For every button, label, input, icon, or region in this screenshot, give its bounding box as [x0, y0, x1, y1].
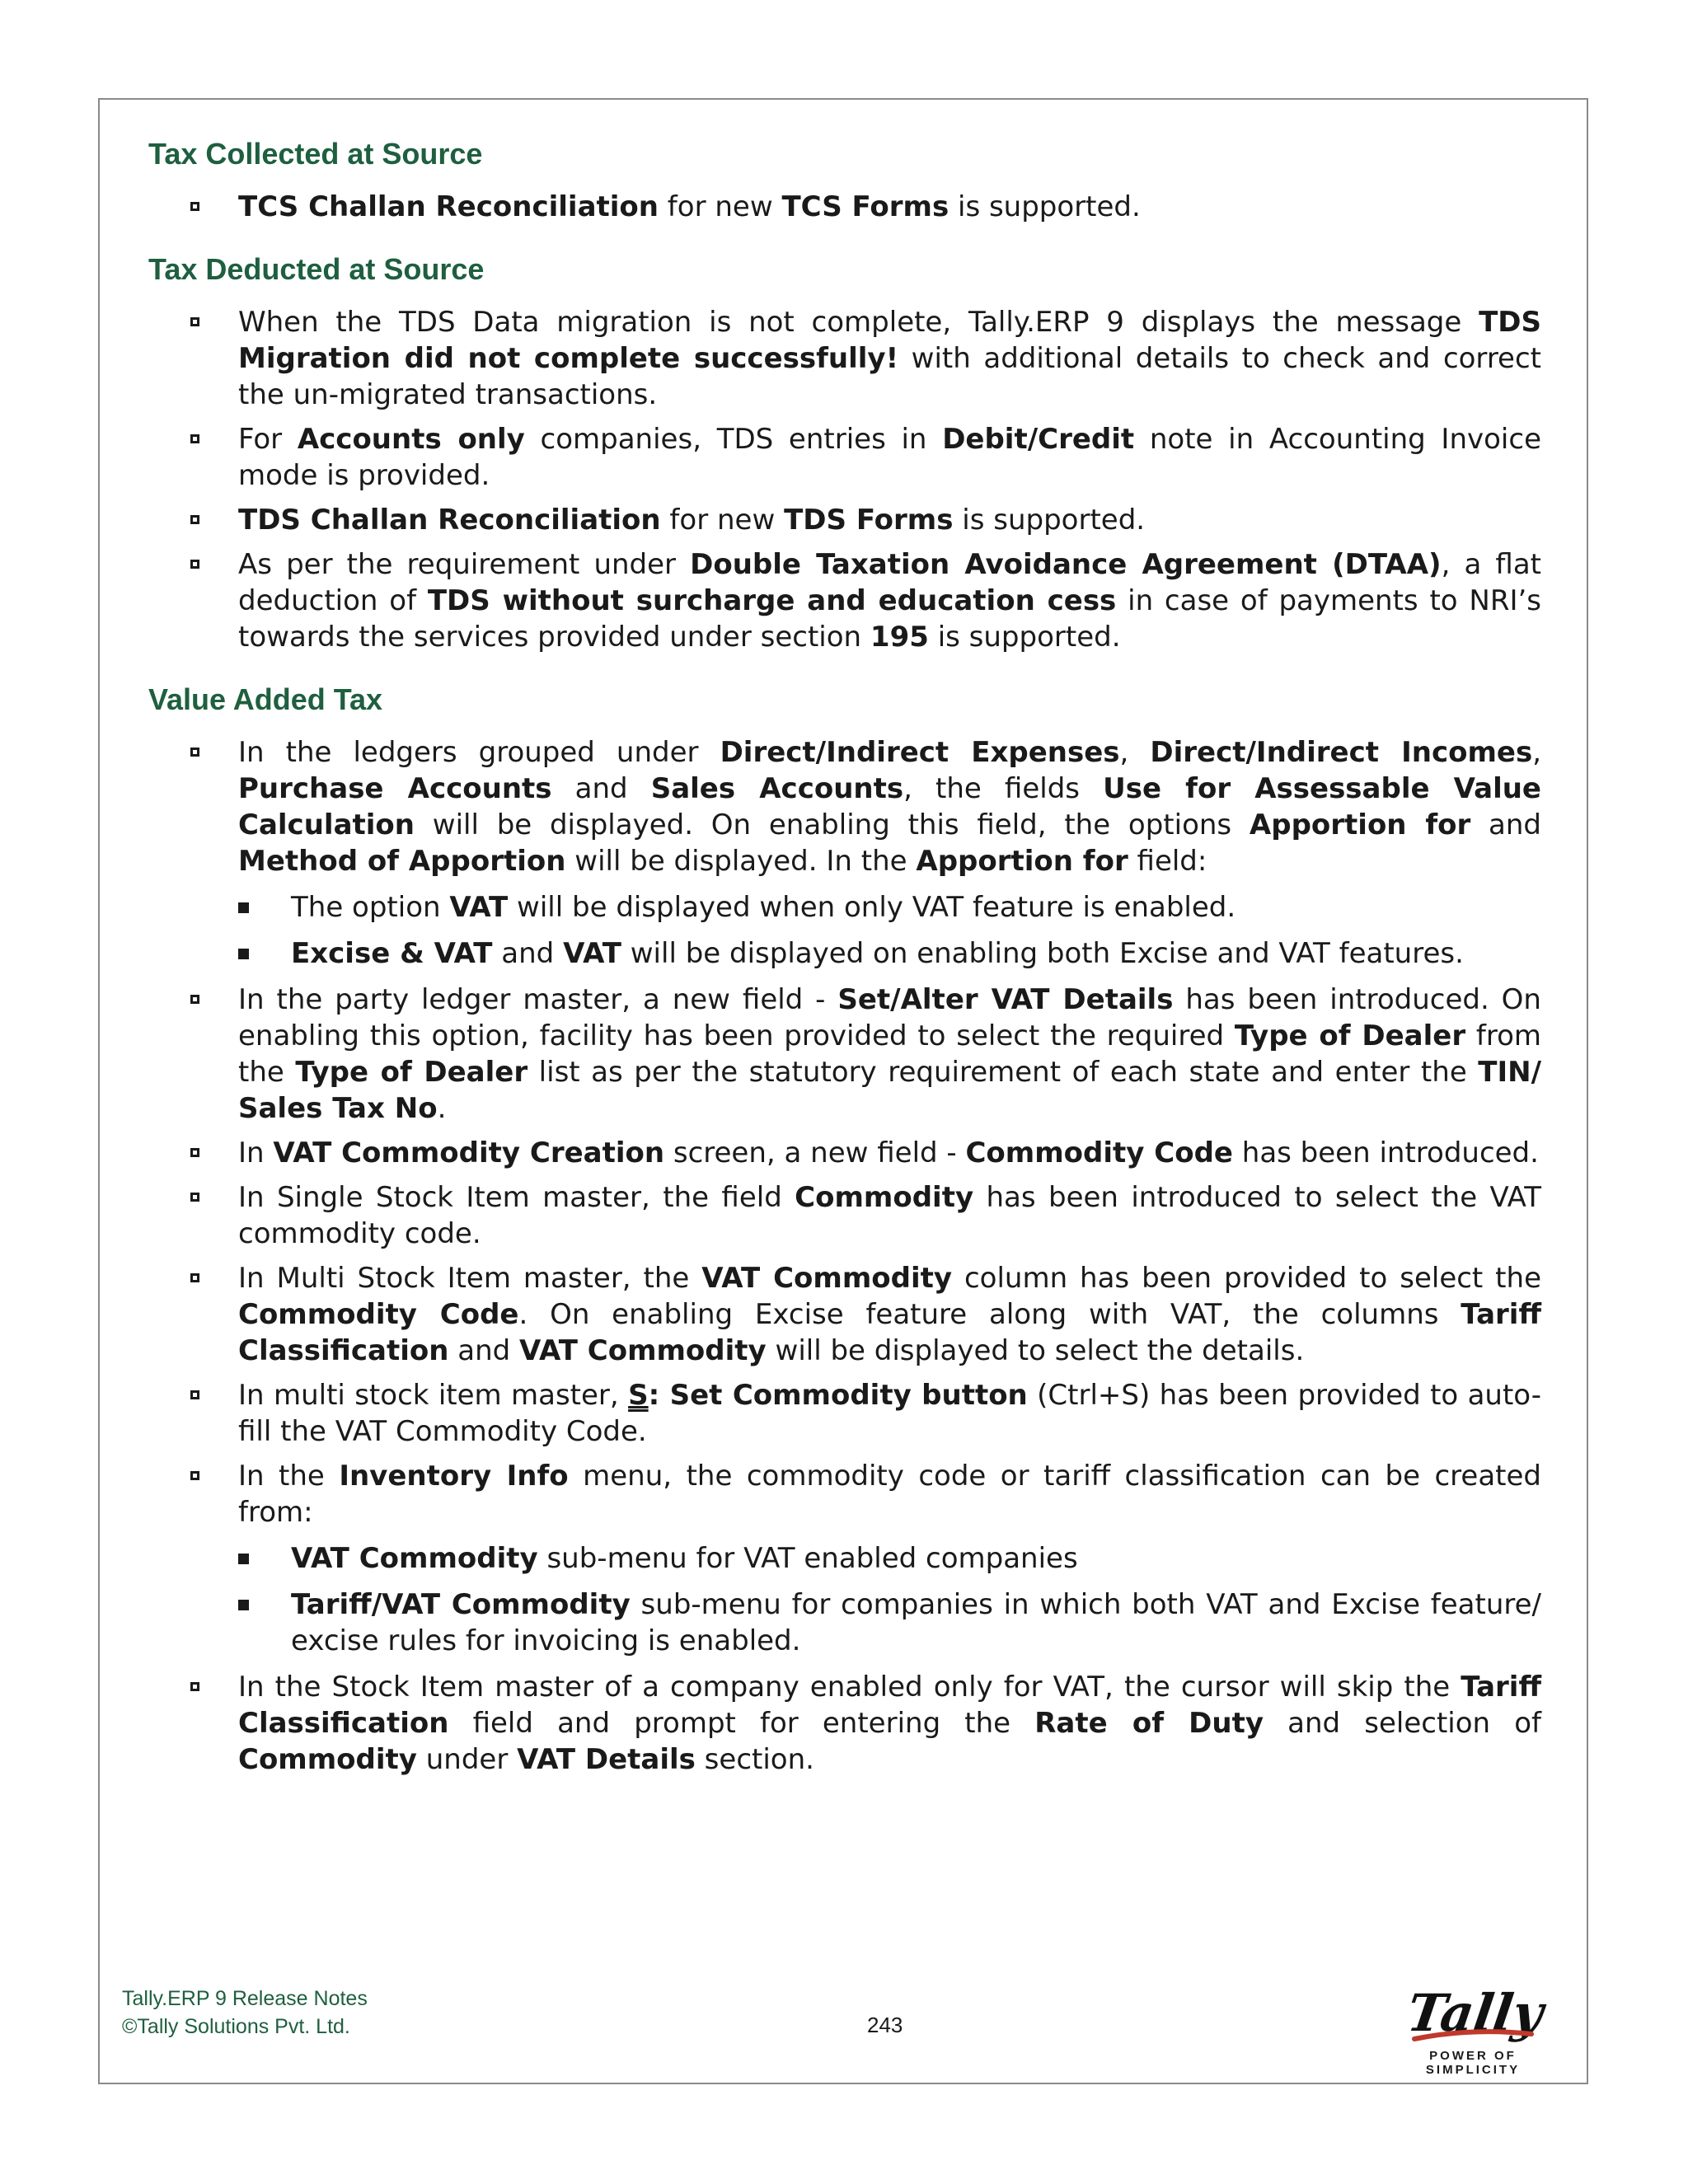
square-bullet-icon	[190, 1390, 199, 1399]
tcs-list	[148, 189, 1541, 225]
filled-square-bullet-icon	[238, 949, 249, 959]
list-item: In the party ledger master, a new field - Set/Alter VAT Details has been introduced. On enabling this option, facility has been provided to select the required Type of Dealer from the Type of Dealer list as per the statutory requirement of each state and enter the TIN/ Sales Tax No.	[148, 982, 1541, 1127]
list-item: In VAT Commodity Creation screen, a new field - Commodity Code has been introduced.	[148, 1135, 1541, 1171]
list-item: For Accounts only companies, TDS entries in Debit/Credit note in Accounting Invoice mode is provided.	[148, 421, 1541, 494]
square-bullet-icon	[190, 748, 199, 757]
square-bullet-icon	[190, 1148, 199, 1157]
page-number: 243	[867, 2013, 903, 2037]
sub-list-item: VAT Commodity sub-menu for VAT enabled companies	[238, 1540, 1541, 1577]
shortcut-key: S	[628, 1379, 649, 1412]
square-bullet-icon	[190, 202, 199, 211]
vat-list	[148, 734, 1541, 1778]
list-item: In multi stock item master, S: Set Commodity button (Ctrl+S) has been provided to auto-fill the VAT Commodity Code.	[148, 1377, 1541, 1450]
page-content	[148, 136, 1541, 1786]
filled-square-bullet-icon	[238, 1554, 249, 1564]
footer-credits	[122, 1985, 368, 2041]
square-bullet-icon	[190, 1273, 199, 1282]
list-item: In the Inventory Info menu, the commodity code or tariff classification can be created from: VAT Commodity sub-menu for VAT enabled companies Tariff/VAT Commodity sub-menu for companies in which both VAT and Excise feature/ excise rules for invoicing is enabled.	[148, 1458, 1541, 1659]
list-item: As per the requirement under Double Taxation Avoidance Agreement (DTAA), a flat deduction of TDS without surcharge and education cess in case of payments to NRI’s towards the services provided under section 195 is supported.	[148, 546, 1541, 655]
list-item: When the TDS Data migration is not complete, Tally.ERP 9 displays the message TDS Migration did not complete successfully! with additional details to check and correct the un-migrated transactions.	[148, 304, 1541, 413]
square-bullet-icon	[190, 317, 199, 326]
square-bullet-icon	[190, 1682, 199, 1691]
filled-square-bullet-icon	[238, 1600, 249, 1610]
list-item: In Multi Stock Item master, the VAT Commodity column has been provided to select the Commodity Code. On enabling Excise feature along with VAT, the columns Tariff Classification and VAT Commodity will be displayed to select the details.	[148, 1260, 1541, 1369]
square-bullet-icon	[190, 515, 199, 524]
logo-tagline: POWER OF SIMPLICITY	[1425, 2049, 1521, 2077]
logo-wordmark: Tally	[1403, 1983, 1547, 2043]
list-item: In Single Stock Item master, the field Commodity has been introduced to select the VAT commodity code.	[148, 1179, 1541, 1252]
square-bullet-icon	[190, 995, 199, 1004]
sub-list	[238, 1540, 1541, 1659]
square-bullet-icon	[190, 560, 199, 569]
square-bullet-icon	[190, 1471, 199, 1480]
section-heading-tcs: Tax Collected at Source	[148, 137, 483, 171]
sub-list-item: Excise & VAT and VAT will be displayed on enabling both Excise and VAT features.	[238, 935, 1541, 972]
square-bullet-icon	[190, 1193, 199, 1202]
footer-title: Tally.ERP 9 Release Notes	[122, 1987, 368, 2010]
list-item: TDS Challan Reconciliation for new TDS Forms is supported.	[148, 502, 1541, 538]
list-item: In the ledgers grouped under Direct/Indirect Expenses, Direct/Indirect Incomes, Purchase Accounts and Sales Accounts, the fields Use for Assessable Value Calculation will be displayed. On enabling this field, the options Apportion for and Method of Apportion will be displayed. In the Apportion for field: The option VAT will be displayed when only VAT feature is enabled. Excise & VAT and VAT will be displayed on enabling both Excise and VAT features.	[148, 734, 1541, 972]
list-item: In the Stock Item master of a company enabled only for VAT, the cursor will skip the Tariff Classification field and prompt for entering the Rate of Duty and selection of Commodity under VAT Details section.	[148, 1669, 1541, 1778]
sub-list	[238, 889, 1541, 972]
filled-square-bullet-icon	[238, 902, 249, 913]
square-bullet-icon	[190, 434, 199, 443]
sub-list-item: Tariff/VAT Commodity sub-menu for companies in which both VAT and Excise feature/ excise rules for invoicing is enabled.	[238, 1586, 1541, 1659]
tds-list	[148, 304, 1541, 655]
sub-list-item: The option VAT will be displayed when only VAT feature is enabled.	[238, 889, 1541, 926]
list-item: TCS Challan Reconciliation for new TCS Forms is supported.	[148, 189, 1541, 225]
section-heading-vat: Value Added Tax	[148, 682, 383, 716]
section-heading-tds: Tax Deducted at Source	[148, 252, 485, 286]
footer-copyright: ©Tally Solutions Pvt. Ltd.	[122, 2015, 350, 2038]
